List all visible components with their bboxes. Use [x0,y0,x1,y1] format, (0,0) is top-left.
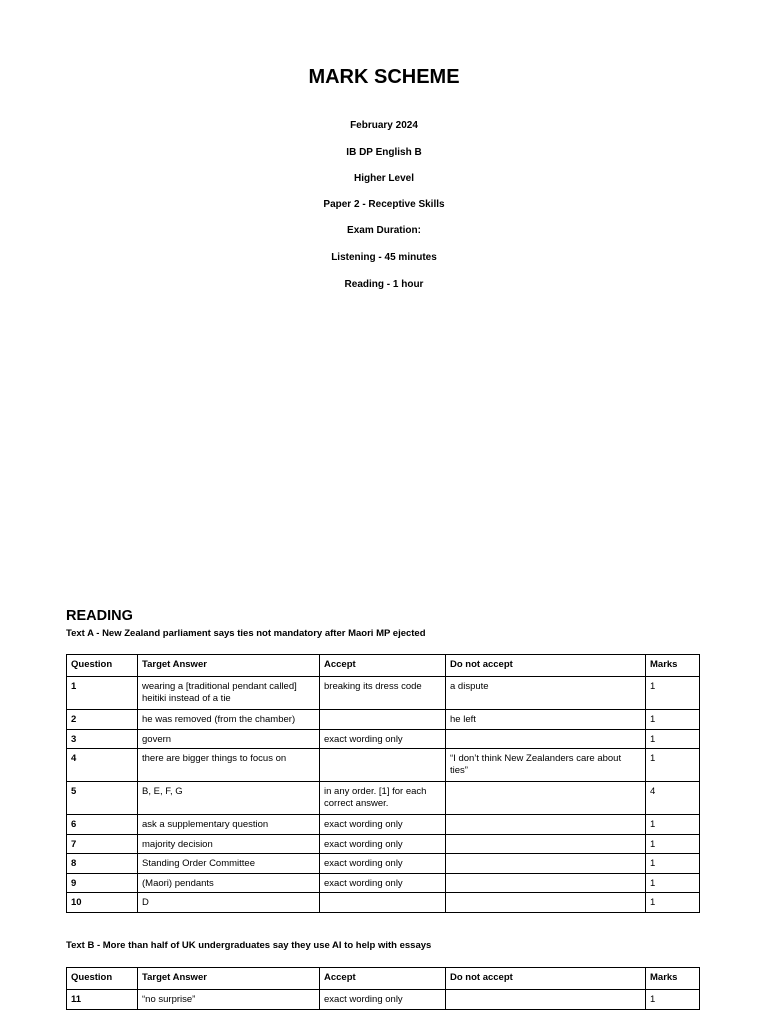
accept-answer [320,893,446,913]
header-do-not-accept: Do not accept [446,655,646,677]
target-answer: he was removed (from the chamber) [138,710,320,730]
header-question: Question [67,968,138,990]
table-row [67,873,700,893]
target-answer: (Maori) pendants [138,873,320,893]
header-marks: Marks [646,968,700,990]
table-header-row [67,968,700,990]
do-not-accept-answer: a dispute [446,677,646,710]
header-accept: Accept [320,655,446,677]
do-not-accept-answer [446,782,646,815]
accept-answer: exact wording only [320,854,446,874]
question-number: 3 [67,729,138,749]
table-row [67,990,700,1010]
do-not-accept-answer: he left [446,710,646,730]
target-answer: Standing Order Committee [138,854,320,874]
text-b-title: Text B - More than half of UK undergraduates say they use AI to help with essays [66,940,432,951]
marks-value: 1 [646,729,700,749]
do-not-accept-answer [446,729,646,749]
reading-duration: Reading - 1 hour [344,279,424,290]
exam-paper: Paper 2 - Receptive Skills [323,199,445,210]
accept-answer: in any order. [1] for each correct answer. [320,782,446,815]
table-header-row [67,655,700,677]
table-row [67,729,700,749]
target-answer: “no surprise” [138,990,320,1010]
marks-value: 1 [646,990,700,1010]
target-answer: govern [138,729,320,749]
table-row [67,782,700,815]
do-not-accept-answer: “I don’t think New Zealanders care about ties” [446,749,646,782]
accept-answer: breaking its dress code [320,677,446,710]
exam-date: February 2024 [350,120,418,131]
question-number: 9 [67,873,138,893]
target-answer: ask a supplementary question [138,815,320,835]
header-question: Question [67,655,138,677]
header-do-not-accept: Do not accept [446,968,646,990]
header-target-answer: Target Answer [138,655,320,677]
target-answer: majority decision [138,834,320,854]
exam-course: IB DP English B [346,147,422,158]
marks-value: 1 [646,677,700,710]
question-number: 4 [67,749,138,782]
target-answer: D [138,893,320,913]
do-not-accept-answer [446,873,646,893]
question-number: 2 [67,710,138,730]
target-answer: wearing a [traditional pendant called] heitiki instead of a tie [138,677,320,710]
question-number: 8 [67,854,138,874]
marks-value: 1 [646,893,700,913]
text-a-mark-table [66,654,700,913]
header-marks: Marks [646,655,700,677]
question-number: 1 [67,677,138,710]
listening-duration: Listening - 45 minutes [331,252,437,263]
accept-answer [320,710,446,730]
accept-answer: exact wording only [320,815,446,835]
do-not-accept-answer [446,815,646,835]
text-b-mark-table [66,967,700,1010]
question-number: 11 [67,990,138,1010]
accept-answer: exact wording only [320,873,446,893]
marks-value: 1 [646,834,700,854]
table-row [67,893,700,913]
document-title: MARK SCHEME [308,66,460,88]
accept-answer [320,749,446,782]
question-number: 5 [67,782,138,815]
exam-level: Higher Level [353,173,415,184]
do-not-accept-answer [446,854,646,874]
do-not-accept-answer [446,990,646,1010]
header-target-answer: Target Answer [138,968,320,990]
question-number: 7 [67,834,138,854]
marks-value: 1 [646,873,700,893]
table-row [67,854,700,874]
table-row [67,710,700,730]
table-row [67,749,700,782]
do-not-accept-answer [446,834,646,854]
accept-answer: exact wording only [320,834,446,854]
do-not-accept-answer [446,893,646,913]
marks-value: 1 [646,710,700,730]
table-row [67,677,700,710]
table-row [67,834,700,854]
target-answer: there are bigger things to focus on [138,749,320,782]
question-number: 6 [67,815,138,835]
marks-value: 1 [646,854,700,874]
accept-answer: exact wording only [320,729,446,749]
accept-answer: exact wording only [320,990,446,1010]
header-accept: Accept [320,968,446,990]
marks-value: 1 [646,749,700,782]
marks-value: 1 [646,815,700,835]
question-number: 10 [67,893,138,913]
table-row [67,815,700,835]
target-answer: B, E, F, G [138,782,320,815]
marks-value: 4 [646,782,700,815]
text-a-title: Text A - New Zealand parliament says ties not mandatory after Maori MP ejected [66,628,426,639]
exam-duration-label: Exam Duration: [347,225,421,236]
reading-heading: READING [66,608,133,624]
